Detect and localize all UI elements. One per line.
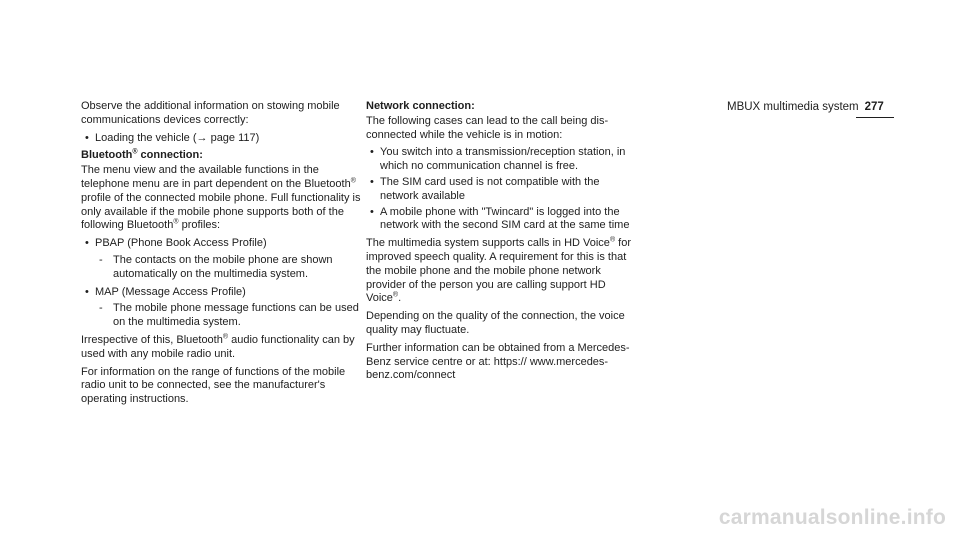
network-heading: Network connection:	[366, 100, 475, 112]
profiles-list	[81, 237, 366, 330]
bluetooth-heading-text: Bluetooth	[81, 149, 133, 162]
page-header	[727, 100, 893, 114]
voice-quality-paragraph: Depending on the quality of the connection, the voice quality may fluctuate.	[366, 310, 625, 336]
text-run: audio functionality can by used with any mobile radio unit.	[81, 333, 355, 360]
text-run: profile of the connected mobile phone. Full functionality is only available if the mobile phone supports both of the following Bluetooth	[81, 191, 361, 232]
profile-item-map	[81, 286, 366, 330]
hd-voice-paragraph	[366, 237, 631, 306]
text-run: Irrespective of this, Bluetooth	[81, 333, 223, 346]
audio-paragraph	[81, 334, 366, 362]
network-intro: The following cases can lead to the call being disconnected while the vehicle is in motion:	[366, 114, 609, 141]
text-run: The multimedia system supports calls in HD Voice	[366, 237, 610, 250]
case-item: • A mobile phone with "Twincard" is logged into the network with the second SIM card at the same time	[366, 206, 631, 234]
registered-mark: ®	[132, 148, 138, 156]
page-number-underline	[856, 117, 894, 118]
registered-mark: ®	[173, 218, 179, 226]
profile-sub-item: - The contacts on the mobile phone are shown automatically on the multimedia system.	[95, 254, 366, 282]
registered-mark: ®	[392, 291, 399, 299]
registered-mark: ®	[350, 177, 356, 185]
registered-mark: ®	[609, 236, 616, 244]
left-column	[81, 100, 366, 411]
watermark	[0, 506, 960, 530]
intro-bullet-loading: • Loading the vehicle (→ page 117)	[81, 132, 366, 146]
further-info-paragraph: Further information can be obtained from a Mercedes-Benz service centre or at: https:// www.mercedes-benz.com/connect	[366, 341, 630, 382]
right-column	[366, 100, 631, 387]
bluetooth-profile-paragraph	[81, 164, 366, 233]
intro-bullet-list	[81, 132, 366, 146]
text-run: .	[398, 292, 402, 305]
bluetooth-heading	[81, 149, 366, 163]
case-item: • The SIM card used is not compatible with the network available	[366, 176, 631, 204]
bluetooth-heading-suffix: connection:	[137, 149, 203, 162]
disconnect-cases-list	[366, 146, 631, 233]
text-run: profiles:	[178, 219, 221, 232]
manufacturer-paragraph: For information on the range of functions of the mobile radio unit to be connected, see the manufacturer's operating instructions.	[81, 365, 346, 406]
text-run: The menu view and the available functions in the telephone menu are in part dependent on the Bluetooth	[81, 164, 351, 190]
page-number: 277	[864, 101, 884, 113]
profile-item-pbap	[81, 237, 366, 281]
profile-label: PBAP (Phone Book Access Profile)	[95, 237, 267, 250]
watermark-text: carmanualsonline.info	[718, 506, 946, 529]
profile-sub-list	[95, 302, 366, 330]
intro-paragraph: Observe the additional information on stowing mobile communications devices correctly:	[81, 100, 340, 126]
case-item: • You switch into a transmission/reception station, in which no communication channel is free.	[366, 146, 631, 174]
profile-sub-item: - The mobile phone message functions can be used on the multimedia system.	[95, 302, 366, 330]
registered-mark: ®	[222, 333, 229, 341]
text-run: for improved speech quality. A requirement for this is that the mobile phone and the mobile phone network provider of the person you are calling support HD Voice	[366, 237, 632, 305]
section-title: MBUX multimedia system	[727, 101, 859, 113]
profile-label: MAP (Message Access Profile)	[95, 285, 246, 298]
profile-sub-list	[95, 254, 366, 282]
